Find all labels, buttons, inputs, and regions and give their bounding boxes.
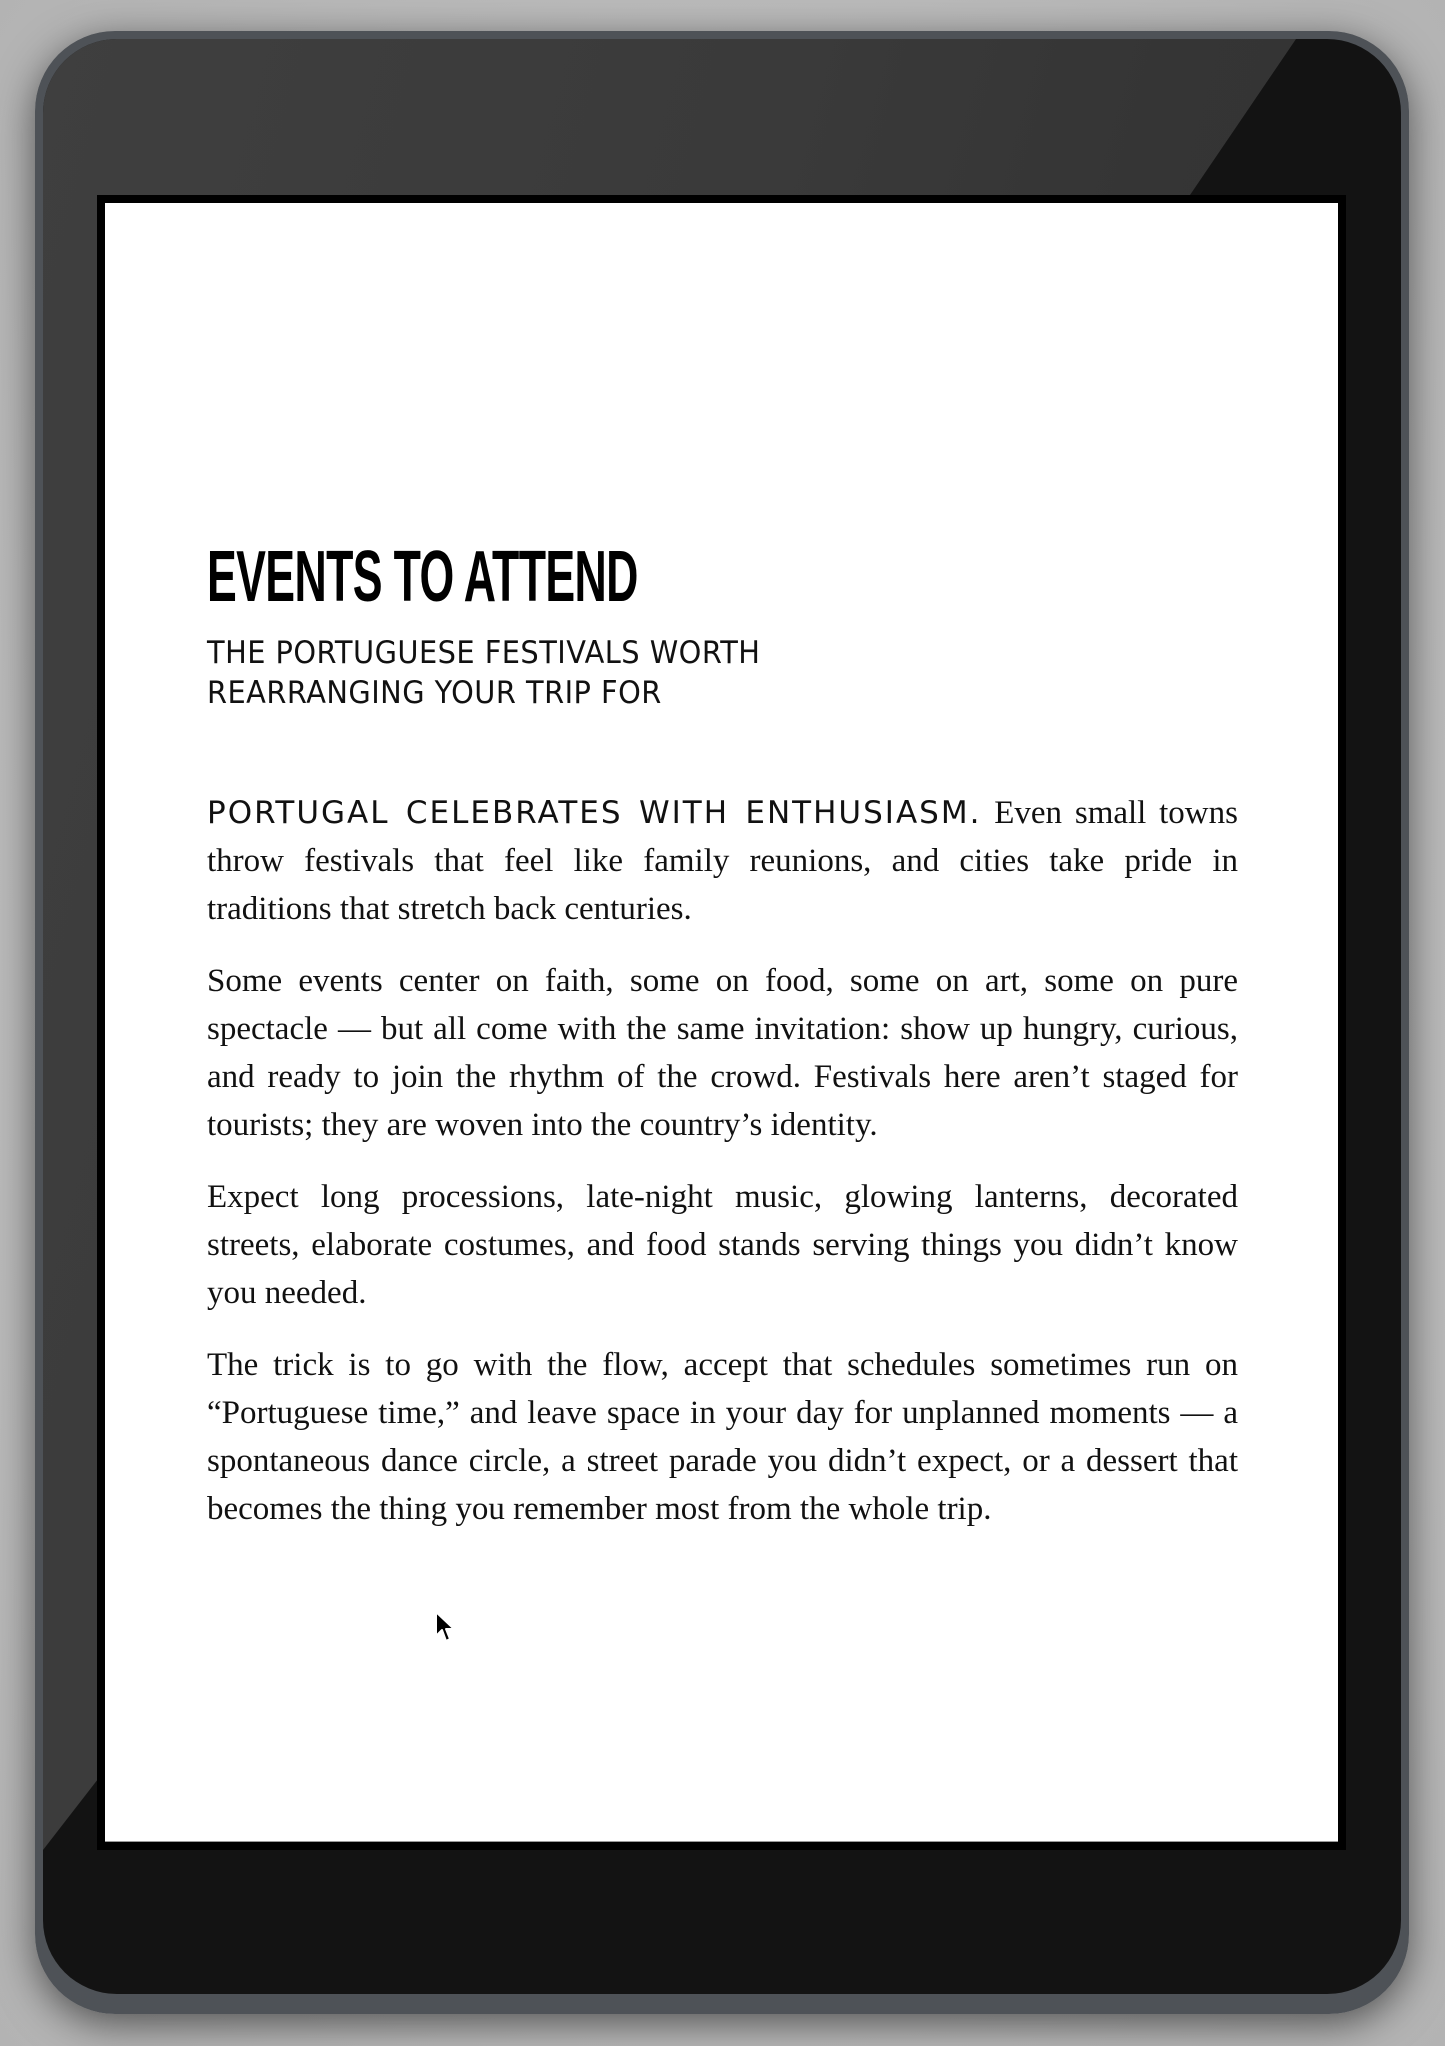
paragraph-text: Even small towns throw festivals that feel like family reunions, and cities take pride in traditions that stretch back centuries. [207,795,1238,927]
paragraph: Expect long processions, late-night music, glowing lanterns, decorated streets, elaborate costumes, and food stands serving things you didn’t know you needed. [207,1179,1238,1311]
chapter-title: EVENTS TO ATTEND [207,537,638,617]
ebook-page[interactable] [105,203,1338,1842]
lead-in-caps: PORTUGAL CELEBRATES WITH ENTHUSIASM. [207,795,982,831]
arrow-pointer-icon [434,1610,456,1644]
screen-bezel [97,195,1346,1850]
chapter-subtitle: THE PORTUGUESE FESTIVALS WORTH REARRANGING YOUR TRIP FOR [207,635,761,711]
paragraph [207,789,1238,933]
chapter-body [207,789,1238,1557]
paragraph: Some events center on faith, some on food, some on art, some on pure spectacle — but all come with the same invitation: show up hungry, curious, and ready to join the rhythm of the crowd. Festivals here aren’t staged for tourists; they are woven into the country’s identity. [207,963,1238,1143]
paragraph: The trick is to go with the flow, accept that schedules sometimes run on “Portuguese time,” and leave space in your day for unplanned moments — a spontaneous dance circle, a street parade you didn’t expect, or a dessert that becomes the thing you remember most from the whole trip. [207,1347,1238,1527]
